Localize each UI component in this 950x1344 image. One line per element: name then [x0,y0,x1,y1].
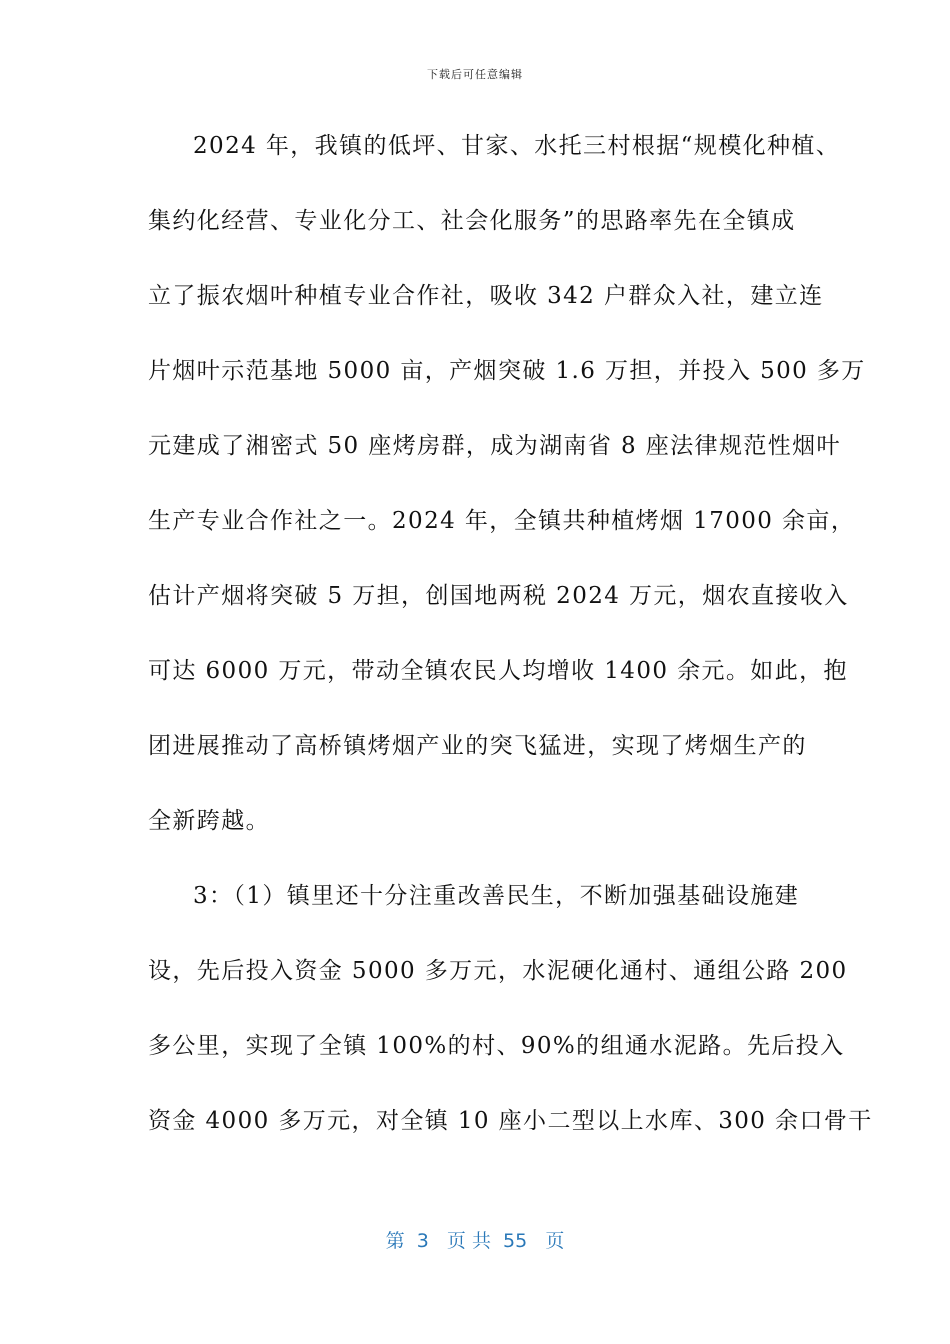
header-note: 下载后可任意编辑 [427,68,523,81]
paragraph-line: 生产专业合作社之一。2024 年，全镇共种植烤烟 17000 余亩， [148,508,856,534]
page-number-footer: 第 3 页 共 55 页 [385,1230,565,1252]
paragraph-line: 片烟叶示范基地 5000 亩，产烟突破 1.6 万担，并投入 500 多万 [148,358,866,384]
paragraph-line: 3：（1）镇里还十分注重改善民生，不断加强基础设施建 [193,883,800,909]
paragraph-line: 估计产烟将突破 5 万担，创国地两税 2024 万元，烟农直接收入 [148,583,849,609]
paragraph-line: 多公里，实现了全镇 100%的村、90%的组通水泥路。先后投入 [148,1033,845,1059]
paragraph-line: 团进展推动了高桥镇烤烟产业的突飞猛进，实现了烤烟生产的 [148,733,807,759]
paragraph-line: 集约化经营、专业化分工、社会化服务”的思路率先在全镇成 [148,208,796,234]
paragraph-line: 资金 4000 多万元，对全镇 10 座小二型以上水库、300 余口骨干 [148,1108,873,1134]
paragraph-line: 全新跨越。 [148,808,270,834]
paragraph-line: 可达 6000 万元，带动全镇农民人均增收 1400 余元。如此，抱 [148,658,848,684]
document-body [148,126,873,1176]
paragraph-line: 元建成了湘密式 50 座烤房群，成为湖南省 8 座法律规范性烟叶 [148,433,841,459]
paragraph-line: 设，先后投入资金 5000 多万元，水泥硬化通村、通组公路 200 [148,958,848,984]
paragraph-line: 立了振农烟叶种植专业合作社，吸收 342 户群众入社，建立连 [148,283,824,309]
paragraph-line: 2024 年，我镇的低坪、甘家、水托三村根据“规模化种植、 [193,133,841,159]
